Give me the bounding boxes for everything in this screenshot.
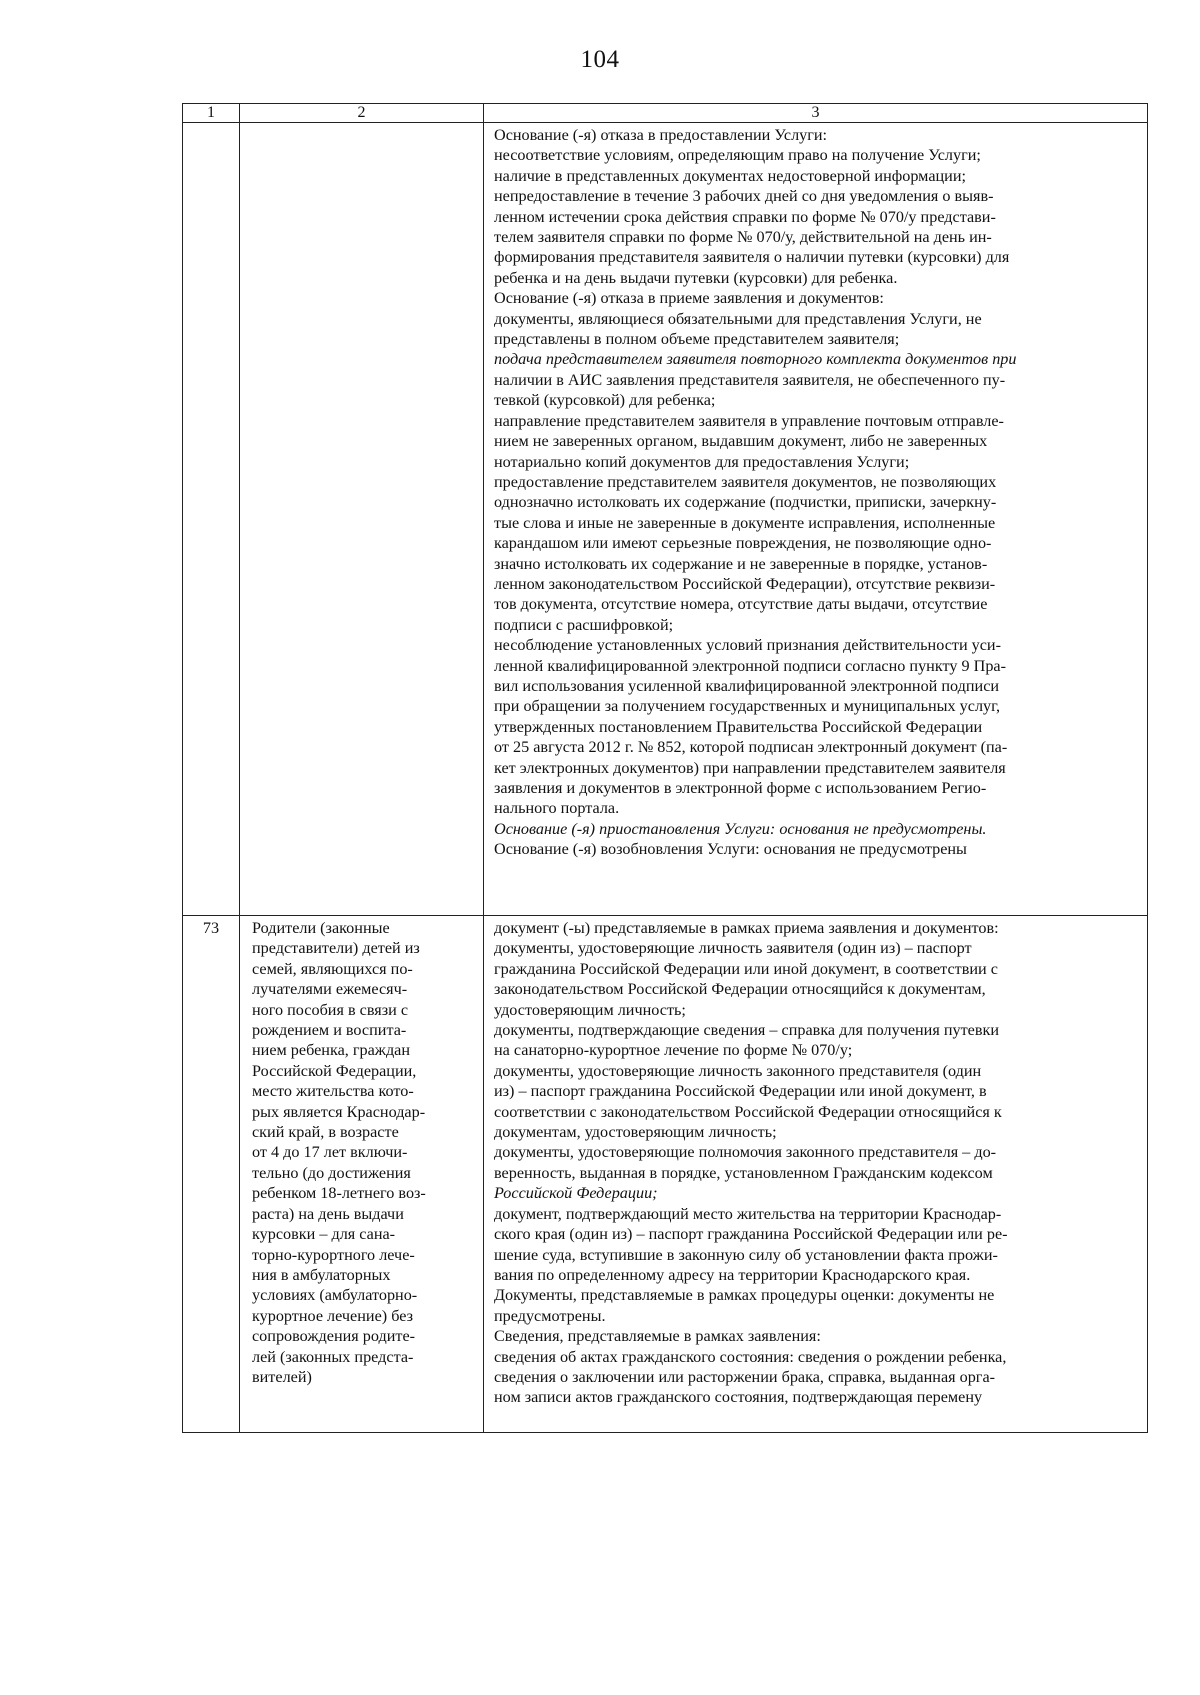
table-header-row (183, 104, 1148, 123)
category-cell (240, 916, 484, 1433)
text-line: тельно (до достижения (252, 1163, 411, 1182)
text-line: заявления и документов в электронной форме с использованием Регио- (494, 779, 987, 797)
text-line: ленном законодательством Российской Федерации), отсутствие реквизи- (494, 574, 996, 593)
text-line: вил использования усиленной квалифицированной электронной подписи (494, 676, 1000, 695)
content-cell (484, 123, 1148, 916)
text-line: лей (законных предста- (252, 1347, 414, 1366)
text-line: Российской Федерации, (252, 1061, 417, 1080)
text-line: сведения об актах гражданского состояния: сведения о рождении ребенка, (494, 1347, 1007, 1366)
text-line: документы, подтверждающие сведения – справка для получения путевки (494, 1021, 1000, 1040)
text-line: вителей) (252, 1367, 312, 1386)
text-line: тевкой (курсовкой) для ребенка; (494, 391, 716, 410)
text-line: подписи с расшифровкой; (494, 615, 674, 634)
text-line: несоблюдение установленных условий признания действительности уси- (494, 636, 1001, 655)
text-line: при обращении за получением государственных и муниципальных услуг, (494, 697, 1000, 716)
text-line: направление представителем заявителя в управление почтовым отправле- (494, 411, 1004, 430)
text-line: предусмотрены. (494, 1306, 606, 1325)
text-line: тые слова и иные не заверенные в документе исправления, исполненные (494, 513, 996, 532)
table-row (183, 123, 1148, 916)
text-line: Основание (-я) приостановления Услуги: основания не предусмотрены. (494, 819, 987, 838)
text-line: документам, удостоверяющим личность; (494, 1123, 777, 1142)
text-line: нием не заверенных органом, выдавшим документ, либо не заверенных (494, 432, 988, 451)
text-line: ребенка и на день выдачи путевки (курсовки) для ребенка. (494, 268, 898, 287)
content-cell (484, 916, 1148, 1433)
text-line: из) – паспорт гражданина Российской Федерации или иной документ, в (494, 1082, 987, 1101)
text-line: веренность, выданная в порядке, установленном Гражданским кодексом (494, 1163, 993, 1182)
text-line: место жительства кото- (252, 1082, 414, 1101)
text-line: ния в амбулаторных (252, 1265, 391, 1284)
text-line: документы, являющиеся обязательными для представления Услуги, не (494, 309, 982, 328)
text-line: шение суда, вступившие в законную силу об установлении факта прожи- (494, 1245, 998, 1264)
text-line: тов документа, отсутствие номера, отсутствие даты выдачи, отсутствие (494, 595, 988, 614)
text-line: ский край, в возрасте (252, 1123, 399, 1142)
text-line: Основание (-я) отказа в предоставлении Услуги: (494, 126, 828, 144)
text-line: рождением и воспита- (252, 1021, 407, 1040)
text-line: рых является Краснодар- (252, 1102, 426, 1121)
page-number: 104 (580, 46, 620, 73)
text-line: нотариально копий документов для предоставления Услуги; (494, 452, 910, 471)
text-line: кет электронных документов) при направлении представителем заявителя (494, 758, 1006, 777)
text-line: Родители (законные (252, 919, 390, 937)
text-line: ленной квалифицированной электронной подписи согласно пункту 9 Пра- (494, 656, 1006, 675)
text-line: документы, удостоверяющие личность законного представителя (один (494, 1061, 982, 1080)
row-number-cell: 73 (183, 916, 240, 1433)
text-line: однозначно истолковать их содержание (подчистки, приписки, зачеркну- (494, 493, 997, 512)
text-line: нием ребенка, граждан (252, 1041, 411, 1060)
document-table (182, 103, 1148, 1433)
text-line: курортное лечение) без (252, 1306, 413, 1325)
text-line: Основание (-я) отказа в приеме заявления и документов: (494, 289, 884, 308)
text-line: документ (-ы) представляемые в рамках приема заявления и документов: (494, 919, 999, 937)
text-line: вания по определенному адресу на территории Краснодарского края. (494, 1265, 971, 1284)
text-line: представители) детей из (252, 939, 420, 958)
text-line: условиях (амбулаторно- (252, 1286, 418, 1305)
table-row (183, 916, 1148, 1433)
text-line: нального портала. (494, 799, 620, 818)
text-line: от 4 до 17 лет включи- (252, 1143, 408, 1162)
text-line: документ, подтверждающий место жительства на территории Краснодар- (494, 1204, 1002, 1223)
text-line: от 25 августа 2012 г. № 852, которой подписан электронный документ (па- (494, 738, 1008, 757)
text-line: курсовки – для сана- (252, 1225, 396, 1244)
column-header-2: 2 (240, 104, 484, 123)
text-line: раста) на день выдачи (252, 1204, 404, 1223)
text-line: соответствии с законодательством Российской Федерации относящийся к (494, 1102, 1002, 1121)
text-line: сведения о заключении или расторжении брака, справка, выданная орга- (494, 1367, 996, 1386)
column-header-1: 1 (183, 104, 240, 123)
text-line: наличие в представленных документах недостоверной информации; (494, 166, 966, 185)
text-line: удостоверяющим личность; (494, 1000, 686, 1019)
text-line: предоставление представителем заявителя документов, не позволяющих (494, 472, 997, 491)
text-line: несоответствие условиям, определяющим право на получение Услуги; (494, 146, 981, 165)
row-number-cell (183, 123, 240, 916)
text-line: Основание (-я) возобновления Услуги: основания не предусмотрены (494, 840, 967, 859)
text-line: наличии в АИС заявления представителя заявителя, не обеспеченного пу- (494, 370, 1006, 389)
text-line: Российской Федерации; (494, 1184, 658, 1203)
text-line: Документы, представляемые в рамках процедуры оценки: документы не (494, 1286, 995, 1305)
text-line: ского края (один из) – паспорт гражданина Российской Федерации или ре- (494, 1225, 1008, 1244)
text-line: карандашом или имеют серьезные повреждения, не позволяющие одно- (494, 534, 992, 553)
text-line: формирования представителя заявителя о наличии путевки (курсовки) для (494, 248, 1010, 267)
text-line: документы, удостоверяющие личность заявителя (один из) – паспорт (494, 939, 972, 958)
column-header-3: 3 (484, 104, 1148, 123)
text-line: представлены в полном объеме представителем заявителя; (494, 330, 900, 349)
text-line: значно истолковать их содержание и не заверенные в порядке, установ- (494, 554, 988, 573)
text-line: ребенком 18-летнего воз- (252, 1184, 426, 1203)
text-line: гражданина Российской Федерации или иной документ, в соответствии с (494, 959, 998, 978)
text-line: семей, являющихся по- (252, 959, 413, 978)
category-cell (240, 123, 484, 916)
text-line: документы, удостоверяющие полномочия законного представителя – до- (494, 1143, 997, 1162)
text-line: утвержденных постановлением Правительства Российской Федерации (494, 717, 983, 736)
text-line: сопровождения родите- (252, 1327, 416, 1346)
text-line: на санаторно-курортное лечение по форме № 070/у; (494, 1041, 853, 1060)
text-line: непредоставление в течение 3 рабочих дней со дня уведомления о выяв- (494, 187, 994, 206)
text-line: лучателями ежемесяч- (252, 980, 408, 999)
text-line: ленном истечении срока действия справки по форме № 070/у представи- (494, 207, 996, 226)
text-line: Сведения, представляемые в рамках заявления: (494, 1327, 821, 1346)
text-line: телем заявителя справки по форме № 070/у, действительной на день ин- (494, 228, 992, 247)
text-line: ном записи актов гражданского состояния, подтверждающая перемену (494, 1388, 983, 1407)
text-line: законодательством Российской Федерации относящийся к документам, (494, 980, 986, 999)
text-line: торно-курортного лече- (252, 1245, 415, 1264)
text-line: подача представителем заявителя повторного комплекта документов при (494, 350, 1017, 369)
text-line: ного пособия в связи с (252, 1000, 409, 1019)
